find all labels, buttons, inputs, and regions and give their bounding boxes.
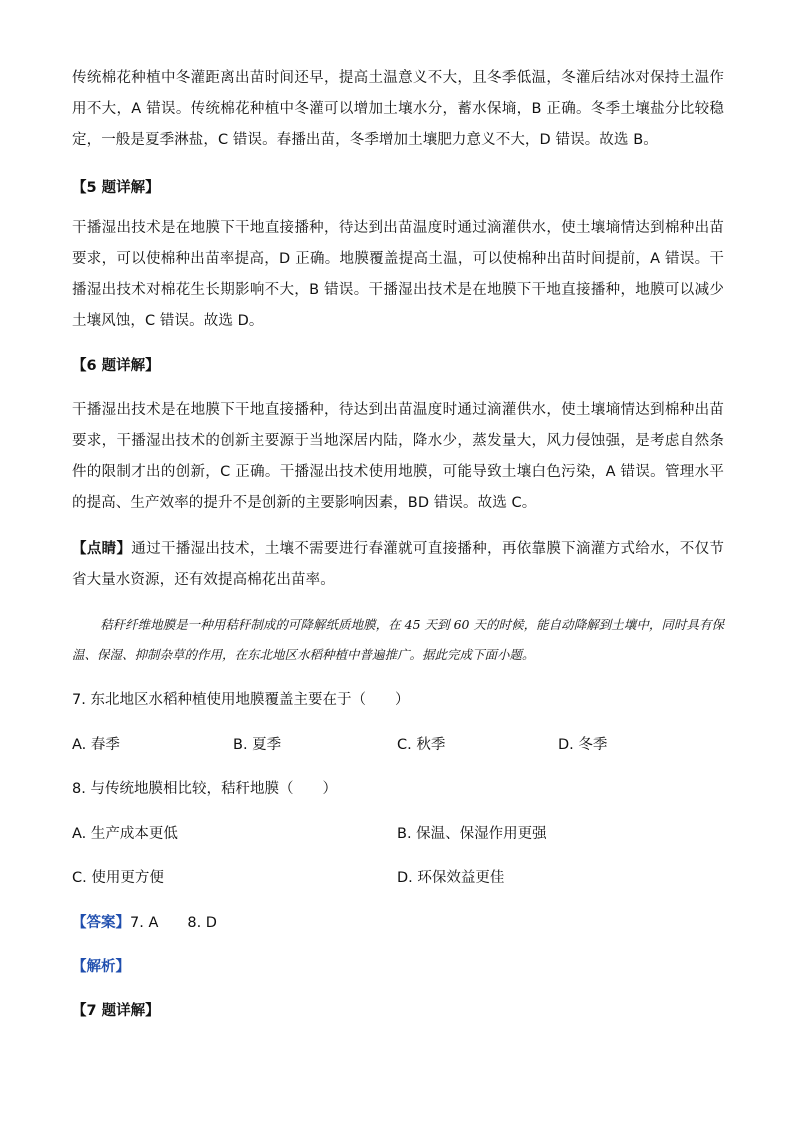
key-point-label: 【点睛】 [72,541,132,557]
key-point-paragraph [72,534,724,596]
answer-label: 【答案】 [72,915,130,931]
question-8-option-d: D. 环保效益更佳 [397,870,505,886]
explanation-paragraph-6: 干播湿出技术是在地膜下干地直接播种，待达到出苗温度时通过滴灌供水，使土壤墒情达到棉种出苗要求，干播湿出技术的创新主要源于当地深居内陆，降水少，蒸发量大，风力侵蚀强，是考虑自然条件的限制才出的创新，C 正确。干播湿出技术使用地膜，可能导致土壤白色污染，A 错误。管理水平的提高、生产效率的提升不是创新的主要影响因素，BD 错误。故选 C。 [72,402,724,511]
section-heading-6: 【6 题详解】 [72,358,160,374]
question-7-option-c: C. 秋季 [397,737,446,753]
explanation-paragraph-4: 传统棉花种植中冬灌距离出苗时间还早，提高土温意义不大，且冬季低温，冬灌后结冰对保持土温作用不大，A 错误。传统棉花种植中冬灌可以增加土壤水分，蓄水保墒，B 正确。冬季土壤盐分比较稳定，一般是夏季淋盐，C 错误。春播出苗，冬季增加土壤肥力意义不大，D 错误。故选 B。 [72,70,724,148]
answer-line [72,912,217,934]
analysis-line [72,956,130,978]
section-heading-5: 【5 题详解】 [72,180,160,196]
section-heading-7: 【7 题详解】 [72,1003,160,1019]
key-point-text: 通过干播湿出技术，土壤不需要进行春灌就可直接播种，再依靠膜下滴灌方式给水，不仅节省大量水资源，还有效提高棉花出苗率。 [72,541,724,588]
question-7-option-a: A. 春季 [72,737,120,753]
analysis-label: 【解析】 [72,959,130,975]
explanation-paragraph-5: 干播湿出技术是在地膜下干地直接播种，待达到出苗温度时通过滴灌供水，使土壤墒情达到棉种出苗要求，可以使棉种出苗率提高，D 正确。地膜覆盖提高土温，可以使棉种出苗时间提前，A 错误。干播湿出技术对棉花生长期影响不大，B 错误。干播湿出技术是在地膜下干地直接播种，地膜可以减少土壤风蚀，C 错误。故选 D。 [72,220,724,329]
answer-text: 7. A 8. D [130,915,217,931]
question-8-option-c: C. 使用更方便 [72,870,164,886]
reading-passage: 秸秆纤维地膜是一种用秸秆制成的可降解纸质地膜，在 45 天到 60 天的时候，能自动降解到土壤中，同时具有保温、保湿、抑制杂草的作用，在东北地区水稻种植中普遍推广。据此完成下面小题。 [72,617,724,662]
question-8-option-b: B. 保温、保湿作用更强 [397,826,547,842]
question-7-stem: 7. 东北地区水稻种植使用地膜覆盖主要在于（ ） [72,692,410,708]
question-7-option-d: D. 冬季 [558,737,608,753]
question-8-stem: 8. 与传统地膜相比较，秸秆地膜（ ） [72,781,337,797]
question-7-option-b: B. 夏季 [233,737,282,753]
question-8-option-a: A. 生产成本更低 [72,826,178,842]
